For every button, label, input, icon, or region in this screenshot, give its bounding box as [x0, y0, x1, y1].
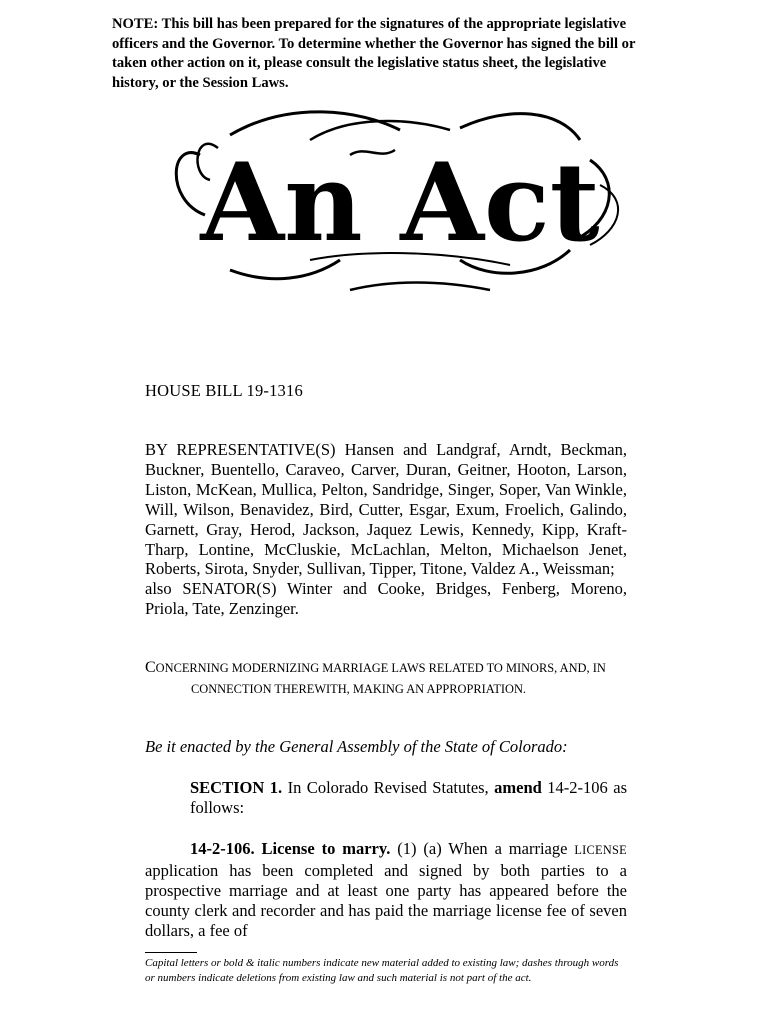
- statute-heading: 14-2-106. License to marry.: [190, 839, 391, 858]
- footnote-divider: [145, 952, 197, 953]
- statute-text-start: (1) (a) When a marriage: [390, 839, 575, 858]
- sponsors-block: [145, 440, 627, 619]
- license-new-word: LICENSE: [574, 843, 627, 857]
- title-line1: ONCERNING MODERNIZING MARRIAGE LAWS RELATED TO MINORS, AND, IN: [155, 661, 606, 675]
- enacting-clause: Be it enacted by the General Assembly of the State of Colorado:: [145, 737, 568, 756]
- bill-number: HOUSE BILL 19-1316: [145, 381, 303, 400]
- house-sponsors: BY REPRESENTATIVE(S) Hansen and Landgraf, Arndt, Beckman, Buckner, Buentello, Caraveo, Carver, Duran, Geitner, Hooton, Larson, Liston, McKean, Mullica, Pelton, Sandridge, Singer, Soper, Van Winkle, Will, Wilson, Benavidez, Bird, Cutter, Esgar, Exum, Froelich, Galindo, Garnett, Gray, Herod, Jackson, Jaquez Lewis, Kennedy, Kipp, Kraft-Tharp, Lontine, McCluskie, McLachlan, Melton, Michaelson Jenet, Roberts, Sirota, Snyder, Sullivan, Tipper, Titone, Valdez A., Weissman;: [145, 440, 627, 579]
- title-line2: CONNECTION THEREWITH, MAKING AN APPROPRIATION.: [191, 682, 527, 696]
- title-initial: C: [145, 659, 156, 676]
- amend-keyword: amend: [494, 778, 542, 797]
- statute-paragraph: [145, 839, 627, 941]
- an-act-calligraphy-logo: [160, 100, 640, 300]
- statute-text-rest: application has been completed and signed by both parties to a prospective marriage and at least one party has appeared before the county clerk and recorder and has paid the marriage license fee of seven dollars, a fee of: [145, 860, 627, 940]
- section-text-after: 14-2-106 as follows:: [190, 778, 627, 818]
- section-1: [145, 778, 627, 819]
- section-label: SECTION 1.: [190, 778, 283, 797]
- section-text-before: In Colorado Revised Statutes,: [282, 778, 495, 797]
- logo-text: An Act: [200, 140, 600, 266]
- footnote: Capital letters or bold & italic numbers indicate new material added to existing law; dashes through words or numbers indicate deletions from existing law and such material is not part of the act.: [145, 957, 619, 984]
- legislative-note: NOTE: This bill has been prepared for the signatures of the appropriate legislative officers and the Governor. To determine whether the Governor has signed the bill or taken other action on it, please consult the legislative status sheet, the legislative history, or the Session Laws.: [112, 16, 636, 91]
- senate-sponsors: also SENATOR(S) Winter and Cooke, Bridges, Fenberg, Moreno, Priola, Tate, Zenzinger.: [145, 579, 627, 619]
- bill-title: [145, 657, 627, 700]
